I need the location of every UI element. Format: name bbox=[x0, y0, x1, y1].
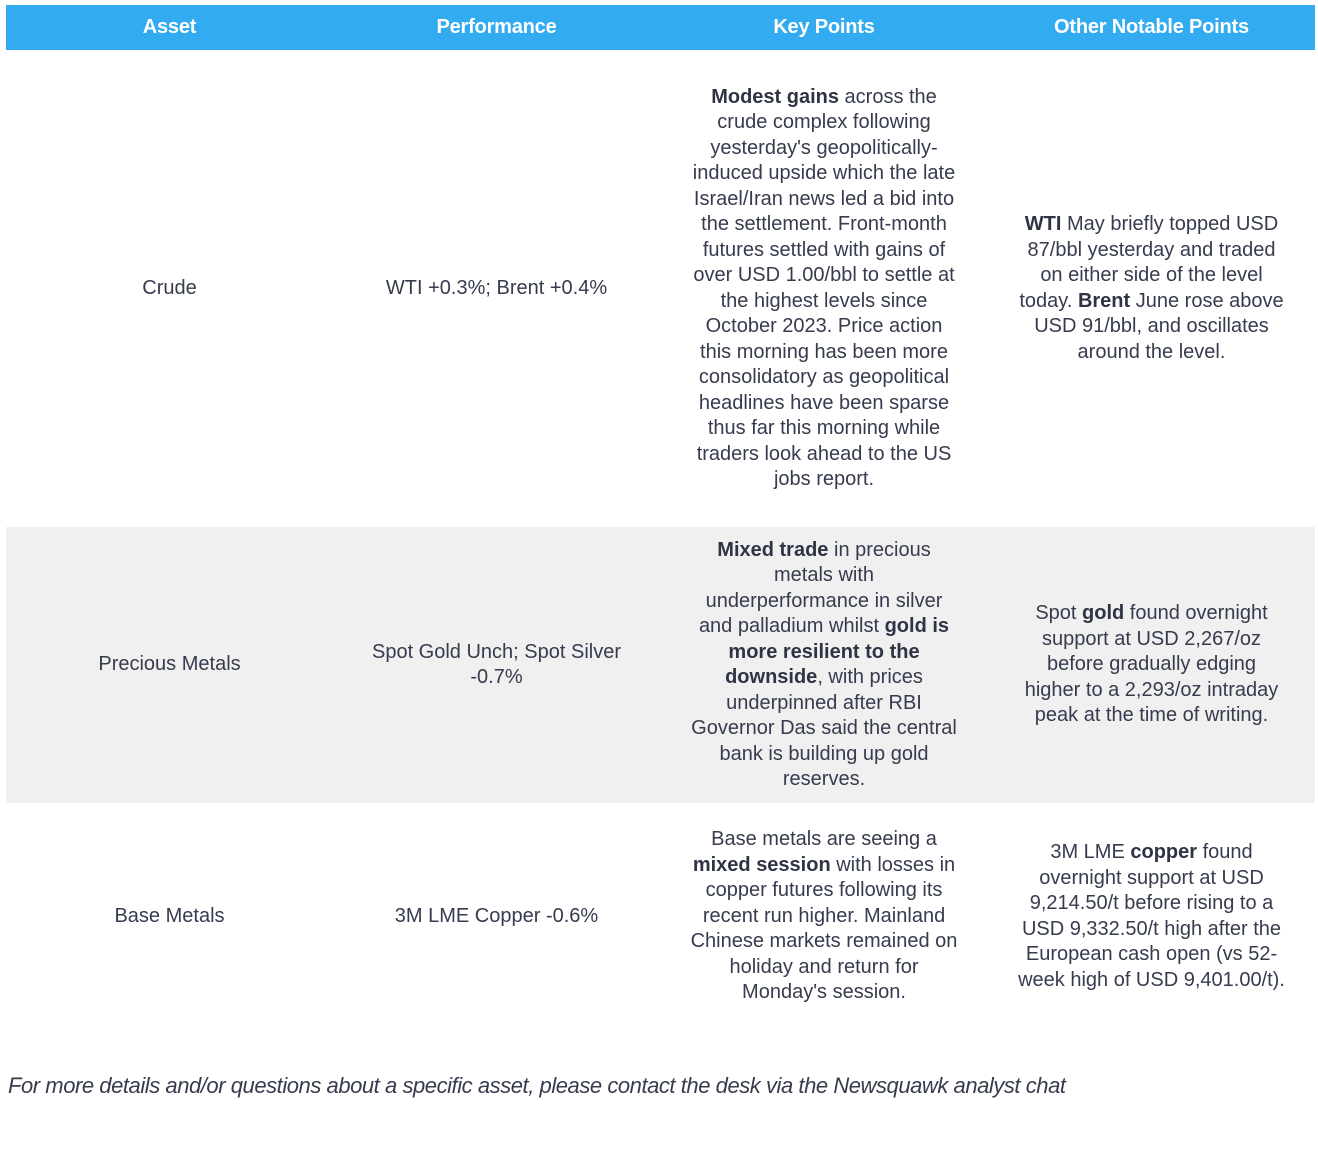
key-points-highlight: Modest gains bbox=[711, 85, 839, 108]
key-points-body: with losses in copper futures following its recent run higher. Mainland Chinese markets remained on holiday and return for Monday's session. bbox=[690, 853, 958, 1004]
other-points-highlight: gold bbox=[1082, 602, 1125, 625]
header-row bbox=[6, 5, 1315, 50]
other-points-body: Spot bbox=[1035, 602, 1083, 625]
asset-cell bbox=[6, 50, 333, 527]
key-points-cell bbox=[660, 527, 988, 803]
key-points-body: , with prices underpinned after RBI Governor Das said the central bank is building up gold reserves. bbox=[691, 666, 957, 790]
key-points-cell bbox=[660, 50, 988, 527]
performance-cell bbox=[333, 803, 660, 1030]
key-points-cell bbox=[660, 803, 988, 1030]
header-asset: Asset bbox=[6, 5, 333, 50]
other-points-body: found overnight support at USD 9,214.50/t before rising to a USD 9,332.50/t high after the European cash open (vs 52-week high of USD 9,401.00/t). bbox=[1018, 841, 1285, 991]
asset-name: Base Metals bbox=[114, 904, 225, 927]
performance-cell bbox=[333, 527, 660, 803]
header-key-points: Key Points bbox=[660, 5, 988, 50]
asset-cell bbox=[6, 803, 333, 1030]
other-points-cell bbox=[988, 527, 1315, 803]
performance-text: 3M LME Copper -0.6% bbox=[394, 904, 599, 927]
key-points-highlight: Mixed trade bbox=[717, 538, 829, 561]
other-points-highlight: Brent bbox=[1077, 289, 1131, 312]
header-other-notable-points: Other Notable Points bbox=[988, 5, 1315, 50]
asset-performance-table bbox=[6, 5, 1315, 1030]
key-points-body: in precious metals with underperformance in silver and palladium whilst bbox=[698, 538, 943, 637]
other-points-body: 3M LME bbox=[1050, 841, 1131, 863]
table-row-precious-metals bbox=[6, 527, 1315, 803]
performance-cell bbox=[333, 50, 660, 527]
key-points-text bbox=[690, 85, 958, 493]
footer-note: For more details and/or questions about a specific asset, please contact the desk via the Newsquawk analyst chat bbox=[8, 1073, 1066, 1098]
other-points-text bbox=[1018, 212, 1286, 365]
other-points-body: found overnight support at USD 2,267/oz before gradually edging higher to a 2,293/oz intraday peak at the time of writing. bbox=[1024, 602, 1279, 727]
key-points-highlight: mixed session bbox=[692, 853, 831, 876]
other-points-highlight: WTI bbox=[1024, 213, 1062, 235]
key-points-body: across the crude complex following yesterday's geopolitically-induced upside which the late Israel/Iran news led a bid into the settlement. Front-month futures settled with gains of over USD 1.00/bbl to settle at the highest levels since October 2023. Price action this morning has been more consolidatory as geopolitical headlines have been sparse thus far this morning while traders look ahead to the US jobs report. bbox=[692, 85, 956, 490]
table-row-crude bbox=[6, 50, 1315, 527]
other-points-highlight: copper bbox=[1130, 841, 1198, 863]
header-performance: Performance bbox=[333, 5, 660, 50]
key-points-highlight: gold is more resilient to the downside bbox=[725, 615, 950, 688]
asset-name: Precious Metals bbox=[98, 653, 241, 676]
table-row-base-metals bbox=[6, 803, 1315, 1030]
asset-name: Crude bbox=[142, 276, 197, 299]
key-points-body: Base metals are seeing a bbox=[711, 828, 937, 851]
other-points-cell bbox=[988, 803, 1315, 1030]
other-points-text bbox=[1018, 601, 1286, 729]
other-points-body: May briefly topped USD 87/bbl yesterday and traded on either side of the level today. bbox=[1019, 213, 1279, 312]
key-points-text bbox=[690, 538, 958, 793]
performance-text: WTI +0.3%; Brent +0.4% bbox=[385, 276, 608, 299]
other-points-body: June rose above USD 91/bbl, and oscillates around the level. bbox=[1034, 289, 1284, 363]
other-points-text bbox=[1018, 840, 1286, 993]
table-header bbox=[6, 5, 1315, 50]
performance-text: Spot Gold Unch; Spot Silver -0.7% bbox=[371, 640, 621, 688]
other-points-cell bbox=[988, 50, 1315, 527]
key-points-text bbox=[690, 827, 958, 1006]
asset-cell bbox=[6, 527, 333, 803]
